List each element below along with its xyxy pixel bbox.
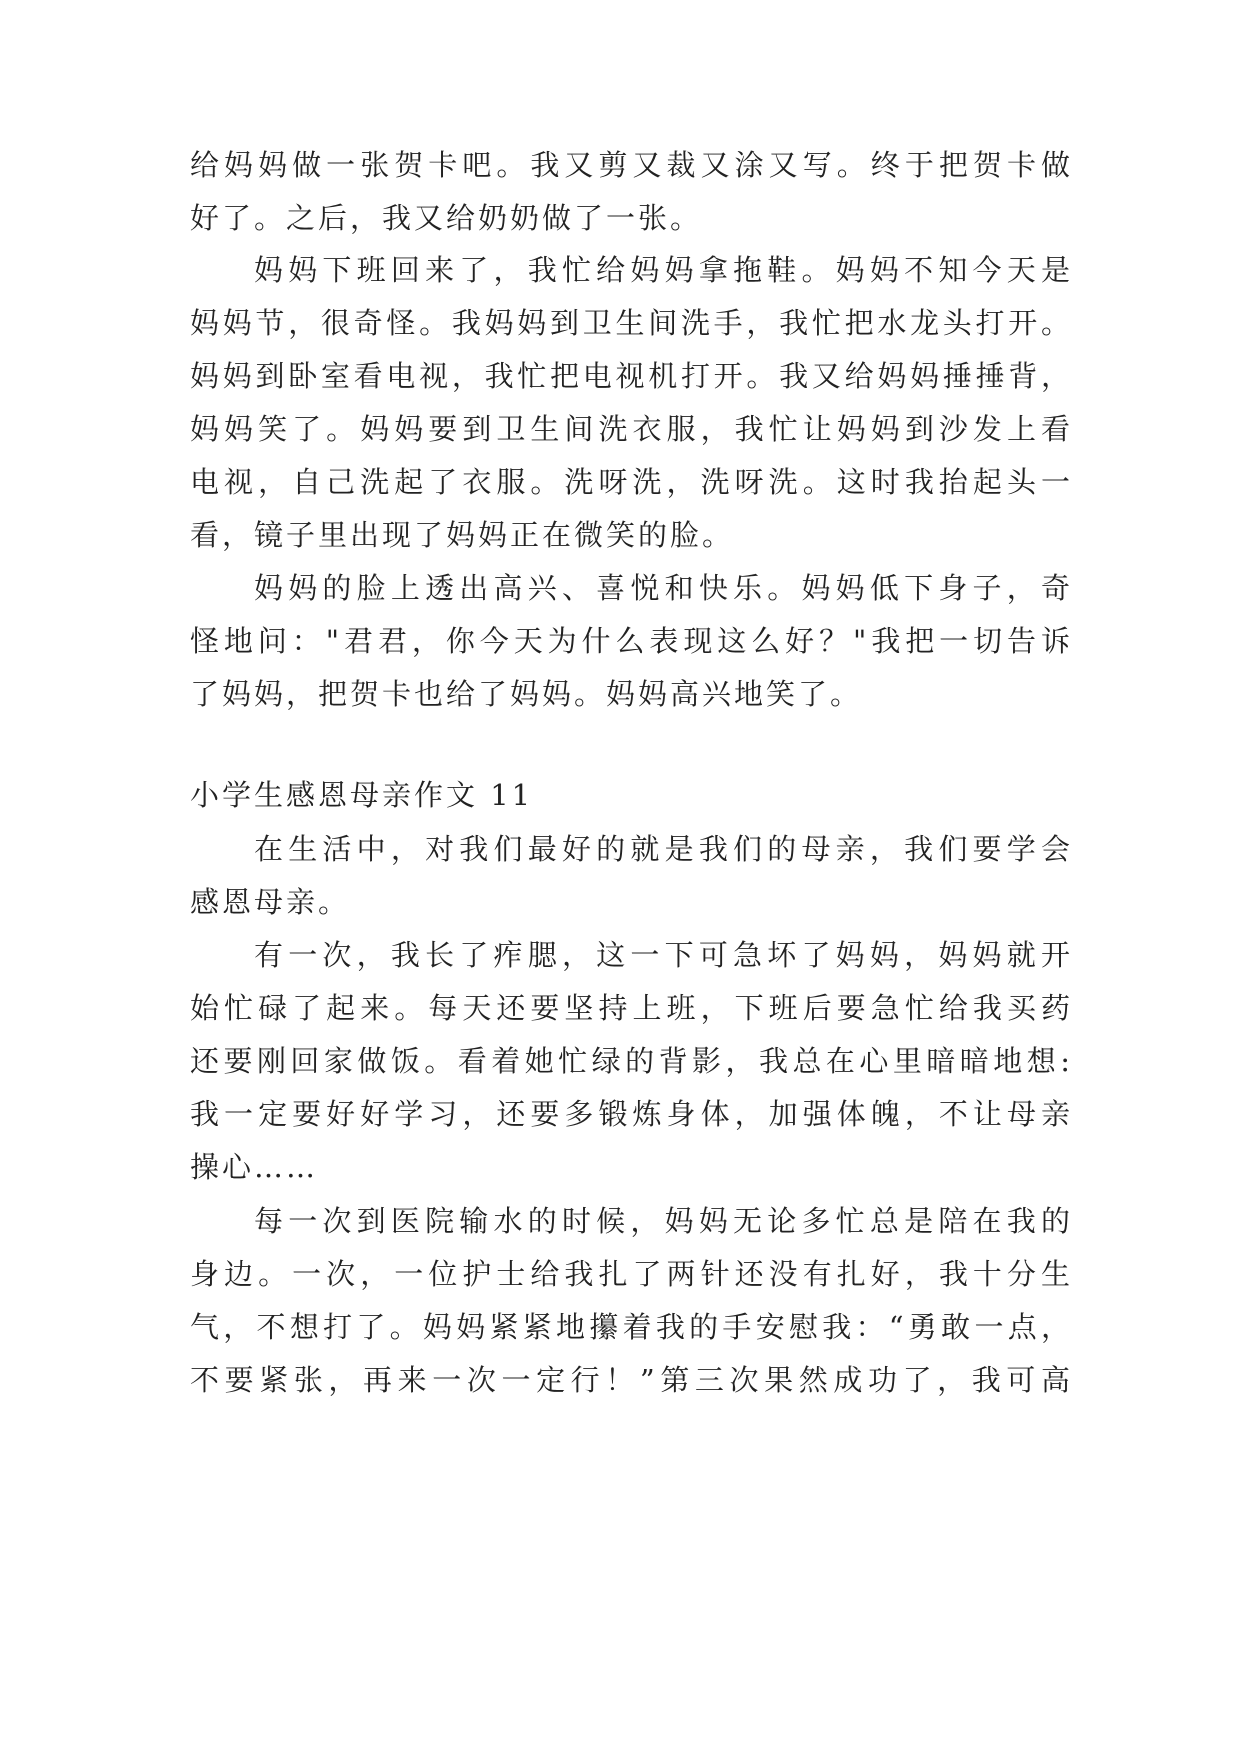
paragraph-4-line-2: 感恩母亲。 (190, 885, 351, 919)
paragraph-2-line-5: 电视，自己洗起了衣服。洗呀洗，洗呀洗。这时我抬起头一 (190, 465, 1070, 499)
paragraph-5-line-1: 有一次，我长了痄腮，这一下可急坏了妈妈，妈妈就开 (254, 938, 1070, 972)
paragraph-5-line-5: 操心…… (190, 1150, 319, 1184)
paragraph-2-line-6: 看，镜子里出现了妈妈正在微笑的脸。 (190, 518, 735, 552)
paragraph-3-line-1: 妈妈的脸上透出高兴、喜悦和快乐。妈妈低下身子，奇 (254, 571, 1070, 605)
paragraph-6-line-3: 气，不想打了。妈妈紧紧地攥着我的手安慰我：“勇敢一点， (190, 1310, 1070, 1344)
paragraph-1-line-1: 给妈妈做一张贺卡吧。我又剪又裁又涂又写。终于把贺卡做 (190, 148, 1070, 182)
paragraph-6-line-2: 身边。一次，一位护士给我扎了两针还没有扎好，我十分生 (190, 1257, 1070, 1291)
section-title: 小学生感恩母亲作文 11 (190, 778, 534, 812)
paragraph-4-line-1: 在生活中，对我们最好的就是我们的母亲，我们要学会 (254, 832, 1070, 866)
paragraph-2-line-1: 妈妈下班回来了，我忙给妈妈拿拖鞋。妈妈不知今天是 (254, 253, 1070, 287)
paragraph-2-line-2: 妈妈节，很奇怪。我妈妈到卫生间洗手，我忙把水龙头打开。 (190, 306, 1070, 340)
paragraph-1-line-2: 好了。之后，我又给奶奶做了一张。 (190, 201, 703, 235)
paragraph-5-line-3: 还要刚回家做饭。看着她忙绿的背影，我总在心里暗暗地想: (190, 1044, 1070, 1078)
paragraph-6-line-4: 不要紧张，再来一次一定行！”第三次果然成功了，我可高 (190, 1363, 1070, 1397)
paragraph-6-line-1: 每一次到医院输水的时候，妈妈无论多忙总是陪在我的 (254, 1204, 1070, 1238)
paragraph-2-line-4: 妈妈笑了。妈妈要到卫生间洗衣服，我忙让妈妈到沙发上看 (190, 412, 1070, 446)
paragraph-2-line-3: 妈妈到卧室看电视，我忙把电视机打开。我又给妈妈捶捶背， (190, 359, 1070, 393)
paragraph-5-line-4: 我一定要好好学习，还要多锻炼身体，加强体魄，不让母亲 (190, 1097, 1070, 1131)
paragraph-5-line-2: 始忙碌了起来。每天还要坚持上班，下班后要急忙给我买药 (190, 991, 1070, 1025)
paragraph-3-line-3: 了妈妈，把贺卡也给了妈妈。妈妈高兴地笑了。 (190, 677, 863, 711)
paragraph-3-line-2: 怪地问："君君，你今天为什么表现这么好？"我把一切告诉 (190, 624, 1070, 658)
